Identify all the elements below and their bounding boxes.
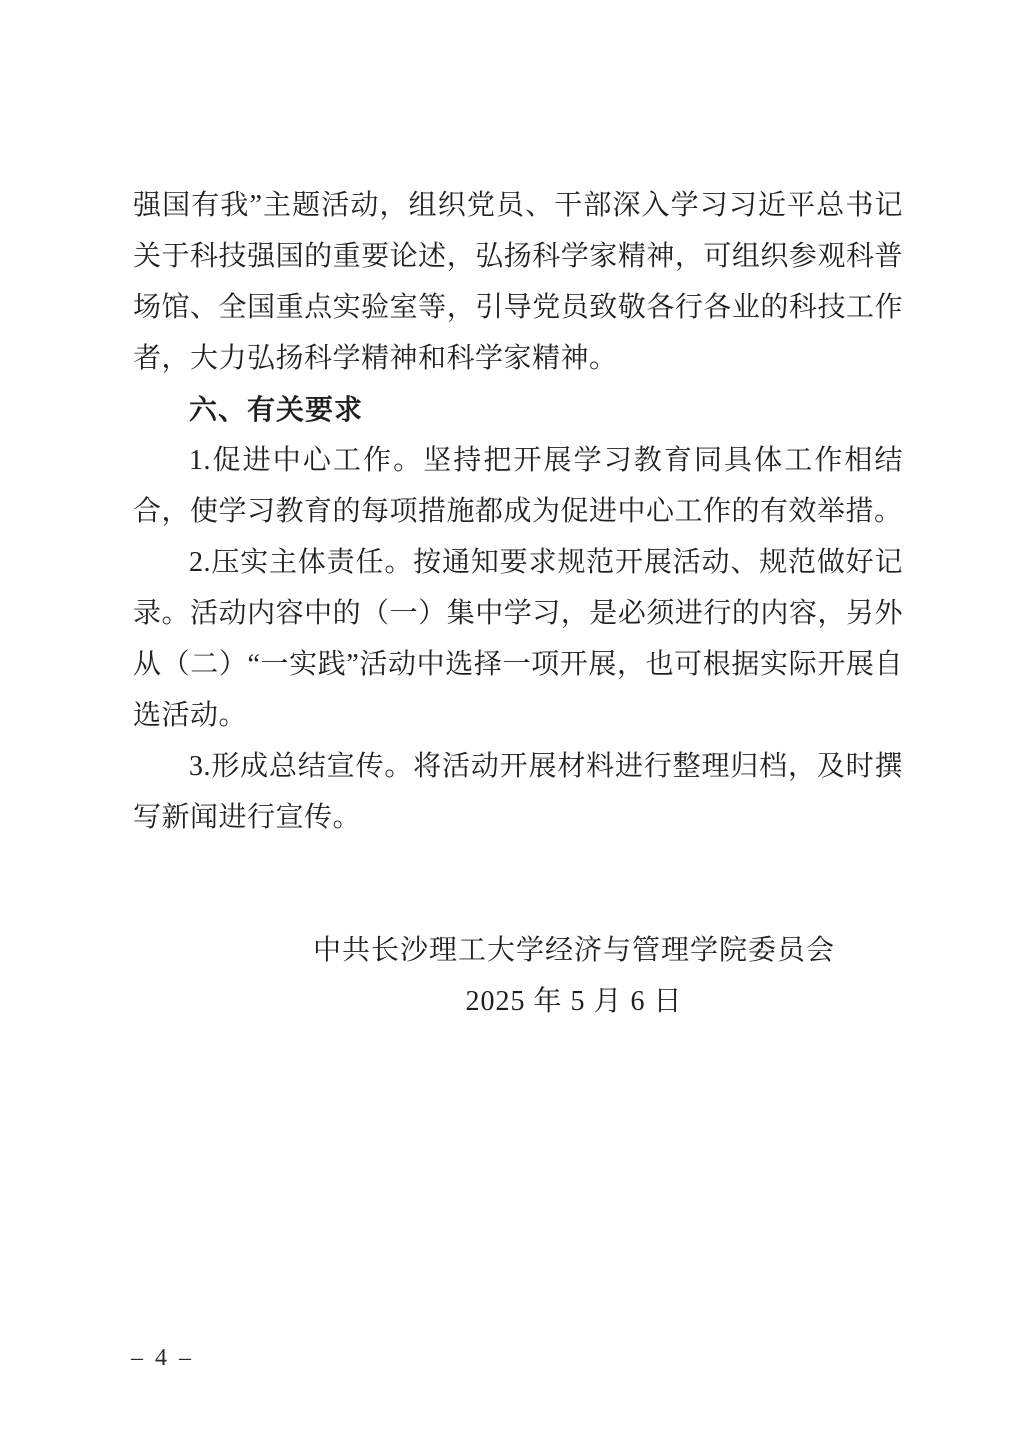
requirement-item-3: 3.形成总结宣传。将活动开展材料进行整理归档，及时撰写新闻进行宣传。 bbox=[133, 751, 903, 833]
page-number: – 4 – bbox=[131, 1345, 194, 1371]
signature-date: 2025 年 5 月 6 日 bbox=[465, 986, 683, 1017]
requirement-item-2: 2.压实主体责任。按通知要求规范开展活动、规范做好记录。活动内容中的（一）集中学习，是必须进行的内容，另外从（二）“一实践”活动中选择一项开展，也可根据实际开展自选活动。 bbox=[133, 547, 903, 731]
document-body bbox=[133, 180, 903, 1027]
signature-organization: 中共长沙理工大学经济与管理学院委员会 bbox=[312, 935, 835, 966]
document-closing bbox=[133, 925, 903, 1027]
requirement-item-1: 1.促进中心工作。坚持把开展学习教育同具体工作相结合，使学习教育的每项措施都成为促进中心工作的有效举措。 bbox=[133, 445, 903, 527]
paragraph-continuation: 强国有我”主题活动，组织党员、干部深入学习习近平总书记关于科技强国的重要论述，弘扬科学家精神，可组织参观科普场馆、全国重点实验室等，引导党员致敬各行各业的科技工作者，大力弘扬科学精神和科学家精神。 bbox=[133, 190, 903, 374]
section-heading: 六、有关要求 bbox=[189, 394, 364, 425]
